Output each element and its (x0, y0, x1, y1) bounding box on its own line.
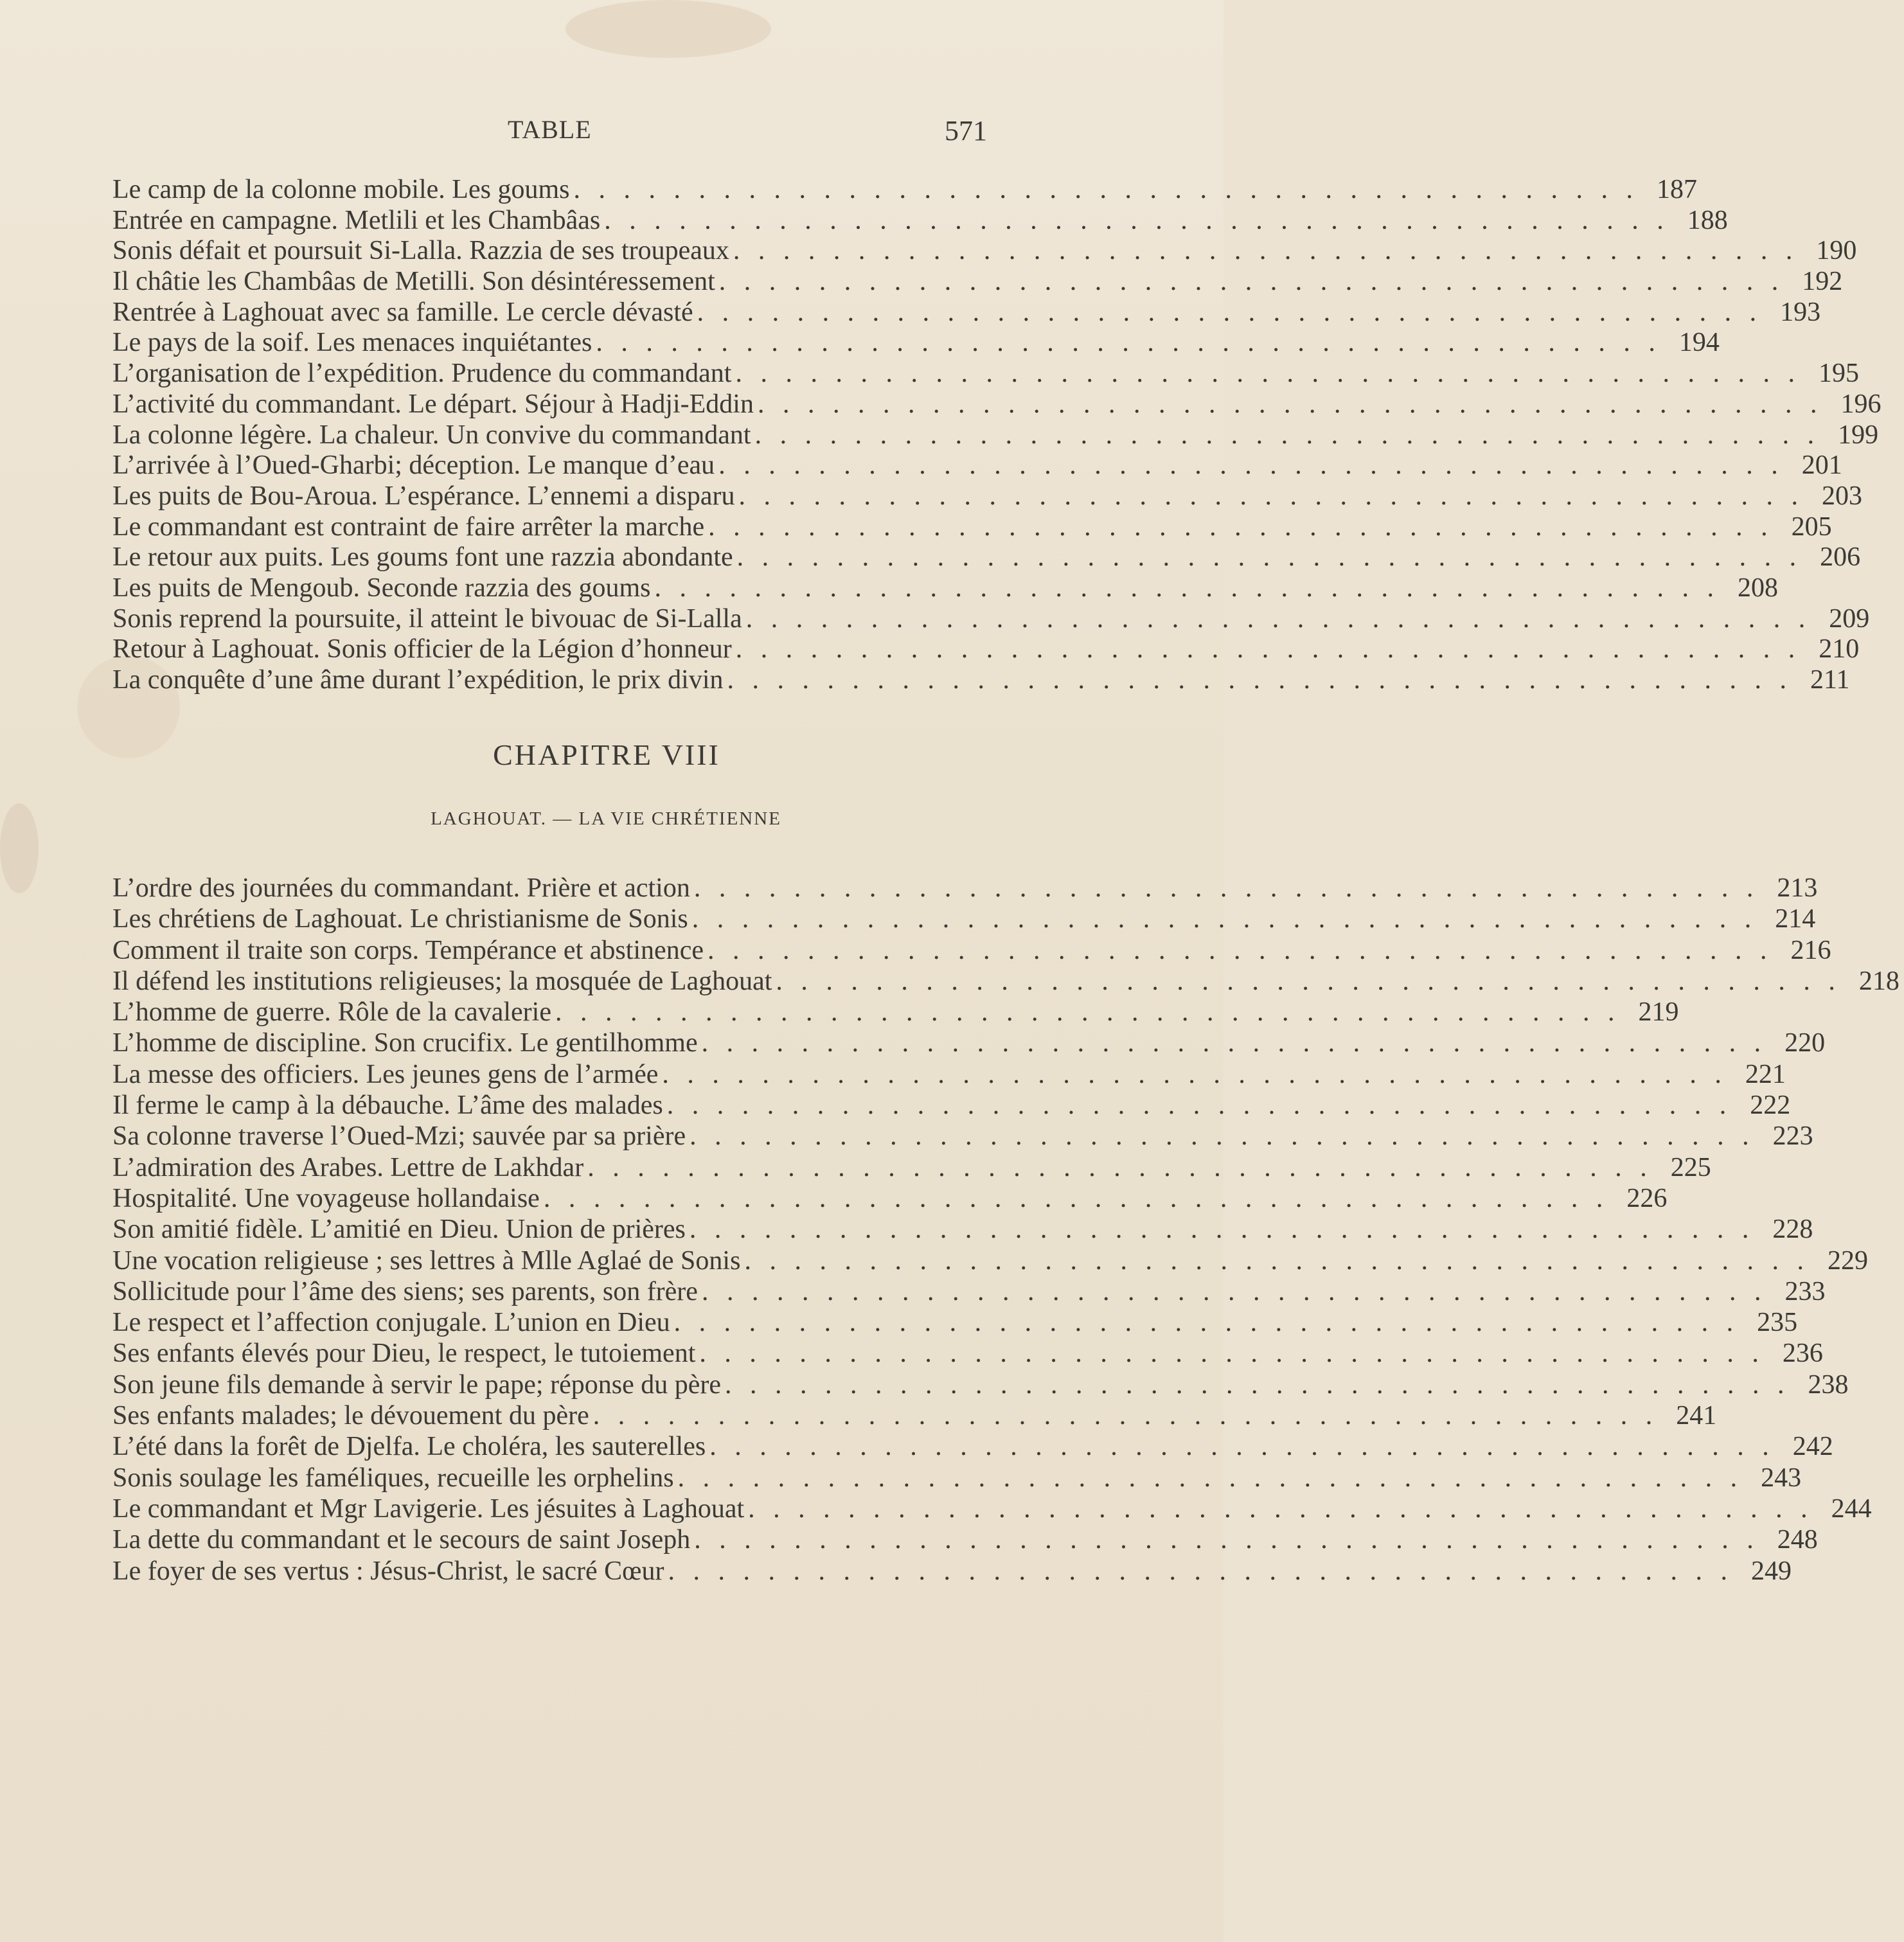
toc-entry (112, 1183, 1668, 1214)
toc-entry (112, 328, 1720, 359)
toc-entry-title: Sonis soulage les faméliques, recueille les orphelins (112, 1463, 674, 1493)
dot-leader: . . . . . . . . . . . . . . . . . . . . . . . . . . . . . . . . . . . . . . . . . . . (727, 665, 1793, 695)
dot-leader: . . . . . . . . . . . . . . . . . . . . . . . . . . . . . . . . . . . . . . . . . . . (757, 389, 1823, 419)
dot-leader: . . . . . . . . . . . . . . . . . . . . . . . . . . . . . . . . . . . . . . . . . . . (691, 904, 1757, 934)
toc-entry-title: Le camp de la colonne mobile. Les goums (112, 175, 570, 204)
toc-entry-title: Le respect et l’affection conjugale. L’union en Dieu (112, 1308, 670, 1338)
toc-entry (112, 1214, 1813, 1245)
toc-entry-title: Le commandant et Mgr Lavigerie. Les jésuites à Laghouat (112, 1493, 745, 1524)
toc-entry-page: 188 (1687, 205, 1728, 235)
toc-entry-page: 195 (1818, 359, 1859, 389)
dot-leader: . . . . . . . . . . . . . . . . . . . . . . . . . . . . . . . . . . . . . . . . . . . (673, 1308, 1739, 1338)
running-title: TABLE (508, 115, 592, 144)
toc-entry-page: 225 (1670, 1152, 1711, 1182)
toc-entry-title: Sonis reprend la poursuite, il atteint le bivouac de Si-Lalla (112, 603, 742, 634)
dot-leader: . . . . . . . . . . . . . . . . . . . . . . . . . . . . . . . . . . . . . . . . . . . (697, 297, 1763, 327)
page-number: 571 (945, 115, 987, 147)
toc-entry-title: Le pays de la soif. Les menaces inquiétantes (112, 328, 592, 358)
toc-entry-page: 235 (1757, 1308, 1798, 1338)
toc-entry-title: L’été dans la forêt de Djelfa. Le choléra, les sauterelles (112, 1432, 706, 1462)
toc-entry (112, 573, 1778, 604)
toc-entry (112, 512, 1832, 543)
dot-leader: . . . . . . . . . . . . . . . . . . . . . . . . . . . . . . . . . . . . . . . . . . . (689, 1215, 1755, 1245)
toc-entry-title: Sa colonne traverse l’Oued-Mzi; sauvée par sa prière (112, 1121, 686, 1152)
dot-leader: . . . . . . . . . . . . . . . . . . . . . . . . . . . . . . . . . . . . . . . . . . . (543, 1183, 1609, 1213)
toc-entry (112, 389, 1882, 420)
toc-entry-title: Comment il traite son corps. Tempérance et abstinence (112, 935, 704, 965)
toc-entry (112, 205, 1728, 236)
dot-leader: . . . . . . . . . . . . . . . . . . . . . . . . . . . . . . . . . . . . . . . . . . . (733, 236, 1799, 266)
toc-entry (112, 1556, 1792, 1587)
toc-entry (112, 1307, 1798, 1338)
toc-entry-title: Sonis défait et poursuit Si-Lalla. Razzia de ses troupeaux (112, 236, 729, 266)
toc-entry-page: 194 (1678, 328, 1720, 358)
toc-entry-title: Les puits de Bou-Aroua. L’espérance. L’ennemi a disparu (112, 481, 735, 511)
toc-entry (112, 1059, 1786, 1090)
toc-entry-page: 209 (1829, 603, 1870, 634)
toc-entry (112, 1338, 1823, 1369)
toc-entry (112, 1245, 1868, 1276)
toc-entry (112, 481, 1862, 512)
toc-entry-page: 223 (1772, 1121, 1813, 1152)
toc-entry-page: 248 (1777, 1525, 1818, 1555)
dot-leader: . . . . . . . . . . . . . . . . . . . . . . . . . . . . . . . . . . . . . . . . . . . (736, 542, 1802, 573)
toc-entry (112, 175, 1697, 206)
toc-entry-title: Hospitalité. Une voyageuse hollandaise (112, 1183, 540, 1213)
toc-entry-title: Une vocation religieuse ; ses lettres à Mlle Aglaé de Sonis (112, 1245, 741, 1276)
dot-leader: . . . . . . . . . . . . . . . . . . . . . . . . . . . . . . . . . . . . . . . . . . . (776, 966, 1841, 996)
toc-entry-page: 196 (1840, 389, 1882, 419)
toc-entry-title: L’organisation de l’expédition. Prudence du commandant (112, 359, 732, 389)
dot-leader: . . . . . . . . . . . . . . . . . . . . . . . . . . . . . . . . . . . . . . . . . . . (654, 573, 1720, 603)
toc-entry-title: Ses enfants malades; le dévouement du père (112, 1401, 589, 1431)
toc-entry-title: Son amitié fidèle. L’amitié en Dieu. Union de prières (112, 1215, 686, 1245)
toc-entry-title: Son jeune fils demande à servir le pape; réponse du père (112, 1369, 721, 1400)
toc-entry-title: Il ferme le camp à la débauche. L’âme des malades (112, 1091, 663, 1121)
toc-entry (112, 966, 1900, 997)
dot-leader: . . . . . . . . . . . . . . . . . . . . . . . . . . . . . . . . . . . . . . . . . . . (748, 1493, 1813, 1524)
toc-entry (112, 1524, 1818, 1555)
toc-entry-title: L’ordre des journées du commandant. Prière et action (112, 873, 690, 903)
toc-entry (112, 873, 1818, 904)
dot-leader: . . . . . . . . . . . . . . . . . . . . . . . . . . . . . . . . . . . . . . . . . . . (666, 1091, 1732, 1121)
toc-entry-page: 192 (1802, 267, 1843, 297)
toc-entry-title: L’homme de discipline. Son crucifix. Le gentilhomme (112, 1028, 698, 1058)
dot-leader: . . . . . . . . . . . . . . . . . . . . . . . . . . . . . . . . . . . . . . . . . . . (718, 267, 1784, 297)
toc-entry-page: 238 (1808, 1369, 1849, 1400)
toc-entry-title: Les puits de Mengoub. Seconde razzia des goums (112, 573, 651, 603)
dot-leader: . . . . . . . . . . . . . . . . . . . . . . . . . . . . . . . . . . . . . . . . . . . (677, 1463, 1743, 1493)
dot-leader: . . . . . . . . . . . . . . . . . . . . . . . . . . . . . . . . . . . . . . . . . . . (587, 1152, 1653, 1182)
chapter-heading: CHAPITRE VIII (493, 738, 720, 771)
toc-entry-page: 190 (1816, 236, 1857, 266)
toc-entry-title: L’homme de guerre. Rôle de la cavalerie (112, 997, 551, 1028)
toc-entry-title: Le retour aux puits. Les goums font une razzia abondante (112, 542, 733, 573)
dot-leader: . . . . . . . . . . . . . . . . . . . . . . . . . . . . . . . . . . . . . . . . . . . (693, 873, 1759, 903)
toc-entry (112, 665, 1850, 696)
dot-leader: . . . . . . . . . . . . . . . . . . . . . . . . . . . . . . . . . . . . . . . . . . . (596, 328, 1661, 358)
dot-leader: . . . . . . . . . . . . . . . . . . . . . . . . . . . . . . . . . . . . . . . . . . . (709, 1432, 1775, 1462)
dot-leader: . . . . . . . . . . . . . . . . . . . . . . . . . . . . . . . . . . . . . . . . . . . (701, 1028, 1767, 1058)
toc-entry-page: 213 (1777, 873, 1818, 903)
dot-leader: . . . . . . . . . . . . . . . . . . . . . . . . . . . . . . . . . . . . . . . . . . . (690, 1121, 1755, 1152)
toc-entry-page: 203 (1821, 481, 1862, 511)
toc-entry-page: 244 (1831, 1493, 1872, 1524)
toc-entry-page: 187 (1656, 175, 1697, 204)
toc-entry (112, 1276, 1826, 1307)
toc-entry (112, 542, 1861, 573)
toc-entry-page: 242 (1792, 1432, 1833, 1462)
toc-entry-title: Entrée en campagne. Metlili et les Chambâas (112, 205, 601, 235)
toc-entry-page: 214 (1775, 904, 1816, 934)
toc-entry-title: Le foyer de ses vertus : Jésus-Christ, le sacré Cœur (112, 1556, 664, 1586)
toc-entry-title: La messe des officiers. Les jeunes gens de l’armée (112, 1059, 659, 1089)
toc-entry-page: 201 (1801, 450, 1842, 481)
dot-leader: . . . . . . . . . . . . . . . . . . . . . . . . . . . . . . . . . . . . . . . . . . . (701, 1276, 1767, 1306)
toc-entry-page: 233 (1784, 1276, 1826, 1306)
toc-entry (112, 1431, 1833, 1462)
toc-entry (112, 997, 1679, 1028)
dot-leader: . . . . . . . . . . . . . . . . . . . . . . . . . . . . . . . . . . . . . . . . . . . (738, 481, 1804, 511)
toc-entry (112, 904, 1816, 934)
toc-entry-page: 193 (1780, 297, 1821, 327)
toc-entry (112, 935, 1831, 966)
toc-entry-title: Il défend les institutions religieuses; la mosquée de Laghouat (112, 966, 772, 996)
dot-leader: . . . . . . . . . . . . . . . . . . . . . . . . . . . . . . . . . . . . . . . . . . . (662, 1059, 1727, 1089)
toc-entry-title: Le commandant est contraint de faire arrêter la marche (112, 512, 705, 542)
toc-entry-page: 210 (1819, 634, 1860, 664)
toc-entry-title: Les chrétiens de Laghouat. Le christianisme de Sonis (112, 904, 688, 934)
dot-leader: . . . . . . . . . . . . . . . . . . . . . . . . . . . . . . . . . . . . . . . . . . . (555, 997, 1621, 1028)
toc-entry-page: 249 (1750, 1556, 1792, 1586)
toc-entry (112, 1369, 1849, 1400)
toc-entry (112, 634, 1860, 665)
toc-entry (112, 420, 1879, 451)
toc-entry (112, 1028, 1826, 1058)
toc-entry (112, 1400, 1717, 1431)
toc-entry (112, 1493, 1872, 1524)
dot-leader: . . . . . . . . . . . . . . . . . . . . . . . . . . . . . . . . . . . . . . . . . . . (668, 1556, 1733, 1586)
toc-entry-page: 208 (1737, 573, 1778, 603)
chapter-subtitle: LAGHOUAT. — LA VIE CHRÉTIENNE (431, 808, 781, 829)
toc-entry (112, 297, 1821, 328)
dot-leader: . . . . . . . . . . . . . . . . . . . . . . . . . . . . . . . . . . . . . . . . . . . (573, 175, 1639, 204)
toc-entry-page: 218 (1858, 966, 1900, 996)
dot-leader: . . . . . . . . . . . . . . . . . . . . . . . . . . . . . . . . . . . . . . . . . . . (592, 1401, 1659, 1431)
table-of-contents-chapter-viii (112, 873, 1900, 1587)
toc-entry-page: 221 (1745, 1059, 1786, 1089)
toc-entry-title: La colonne légère. La chaleur. Un convive du commandant (112, 420, 751, 450)
toc-entry (112, 359, 1859, 389)
toc-entry-title: La conquête d’une âme durant l’expédition, le prix divin (112, 665, 724, 695)
toc-entry-page: 206 (1820, 542, 1861, 573)
dot-leader: . . . . . . . . . . . . . . . . . . . . . . . . . . . . . . . . . . . . . . . . . . . (754, 420, 1820, 450)
toc-entry (112, 1152, 1711, 1183)
dot-leader: . . . . . . . . . . . . . . . . . . . . . . . . . . . . . . . . . . . . . . . . . . . (699, 1339, 1765, 1369)
table-of-contents-top (112, 175, 1882, 696)
toc-entry-page: 226 (1626, 1183, 1668, 1213)
dot-leader: . . . . . . . . . . . . . . . . . . . . . . . . . . . . . . . . . . . . . . . . . . . (725, 1369, 1790, 1400)
toc-entry (112, 236, 1857, 267)
toc-entry-title: L’arrivée à l’Oued-Gharbi; déception. Le manque d’eau (112, 450, 715, 481)
dot-leader: . . . . . . . . . . . . . . . . . . . . . . . . . . . . . . . . . . . . . . . . . . . (708, 512, 1774, 542)
toc-entry-page: 219 (1638, 997, 1679, 1028)
dot-leader: . . . . . . . . . . . . . . . . . . . . . . . . . . . . . . . . . . . . . . . . . . . (718, 450, 1784, 481)
toc-entry-title: Il châtie les Chambâas de Metilli. Son désintéressement (112, 267, 715, 297)
dot-leader: . . . . . . . . . . . . . . . . . . . . . . . . . . . . . . . . . . . . . . . . . . . (745, 603, 1811, 634)
toc-entry-page: 243 (1761, 1463, 1802, 1493)
toc-entry-title: Rentrée à Laghouat avec sa famille. Le cercle dévasté (112, 297, 693, 327)
dot-leader: . . . . . . . . . . . . . . . . . . . . . . . . . . . . . . . . . . . . . . . . . . . (735, 634, 1801, 664)
toc-entry-page: 211 (1810, 665, 1850, 695)
toc-entry-title: La dette du commandant et le secours de saint Joseph (112, 1525, 691, 1555)
toc-entry-page: 222 (1750, 1091, 1791, 1121)
dot-leader: . . . . . . . . . . . . . . . . . . . . . . . . . . . . . . . . . . . . . . . . . . . (735, 359, 1801, 389)
dot-leader: . . . . . . . . . . . . . . . . . . . . . . . . . . . . . . . . . . . . . . . . . . . (744, 1245, 1810, 1276)
toc-entry-page: 205 (1791, 512, 1832, 542)
running-header (0, 114, 1223, 153)
toc-entry (112, 1463, 1802, 1493)
toc-entry-page: 228 (1772, 1215, 1813, 1245)
toc-entry-title: Retour à Laghouat. Sonis officier de la Légion d’honneur (112, 634, 732, 664)
dot-leader: . . . . . . . . . . . . . . . . . . . . . . . . . . . . . . . . . . . . . . . . . . . (604, 205, 1669, 235)
toc-entry-page: 229 (1827, 1245, 1868, 1276)
toc-entry-title: L’admiration des Arabes. Lettre de Lakhdar (112, 1152, 584, 1182)
toc-entry-page: 199 (1838, 420, 1879, 450)
toc-entry (112, 450, 1842, 481)
toc-entry-page: 216 (1790, 935, 1831, 965)
toc-entry (112, 267, 1843, 298)
toc-entry-page: 236 (1782, 1339, 1823, 1369)
paper-stain (565, 0, 771, 58)
dot-leader: . . . . . . . . . . . . . . . . . . . . . . . . . . . . . . . . . . . . . . . . . . . (694, 1525, 1759, 1555)
toc-entry (112, 1121, 1813, 1152)
toc-entry-title: Ses enfants élevés pour Dieu, le respect, le tutoiement (112, 1339, 696, 1369)
toc-entry-title: Sollicitude pour l’âme des siens; ses parents, son frère (112, 1276, 698, 1306)
toc-entry-title: L’activité du commandant. Le départ. Séjour à Hadji-Eddin (112, 389, 754, 419)
toc-entry-page: 241 (1676, 1401, 1717, 1431)
toc-entry (112, 1090, 1791, 1121)
dot-leader: . . . . . . . . . . . . . . . . . . . . . . . . . . . . . . . . . . . . . . . . . . . (707, 935, 1773, 965)
toc-entry-page: 220 (1784, 1028, 1826, 1058)
toc-entry (112, 603, 1870, 635)
